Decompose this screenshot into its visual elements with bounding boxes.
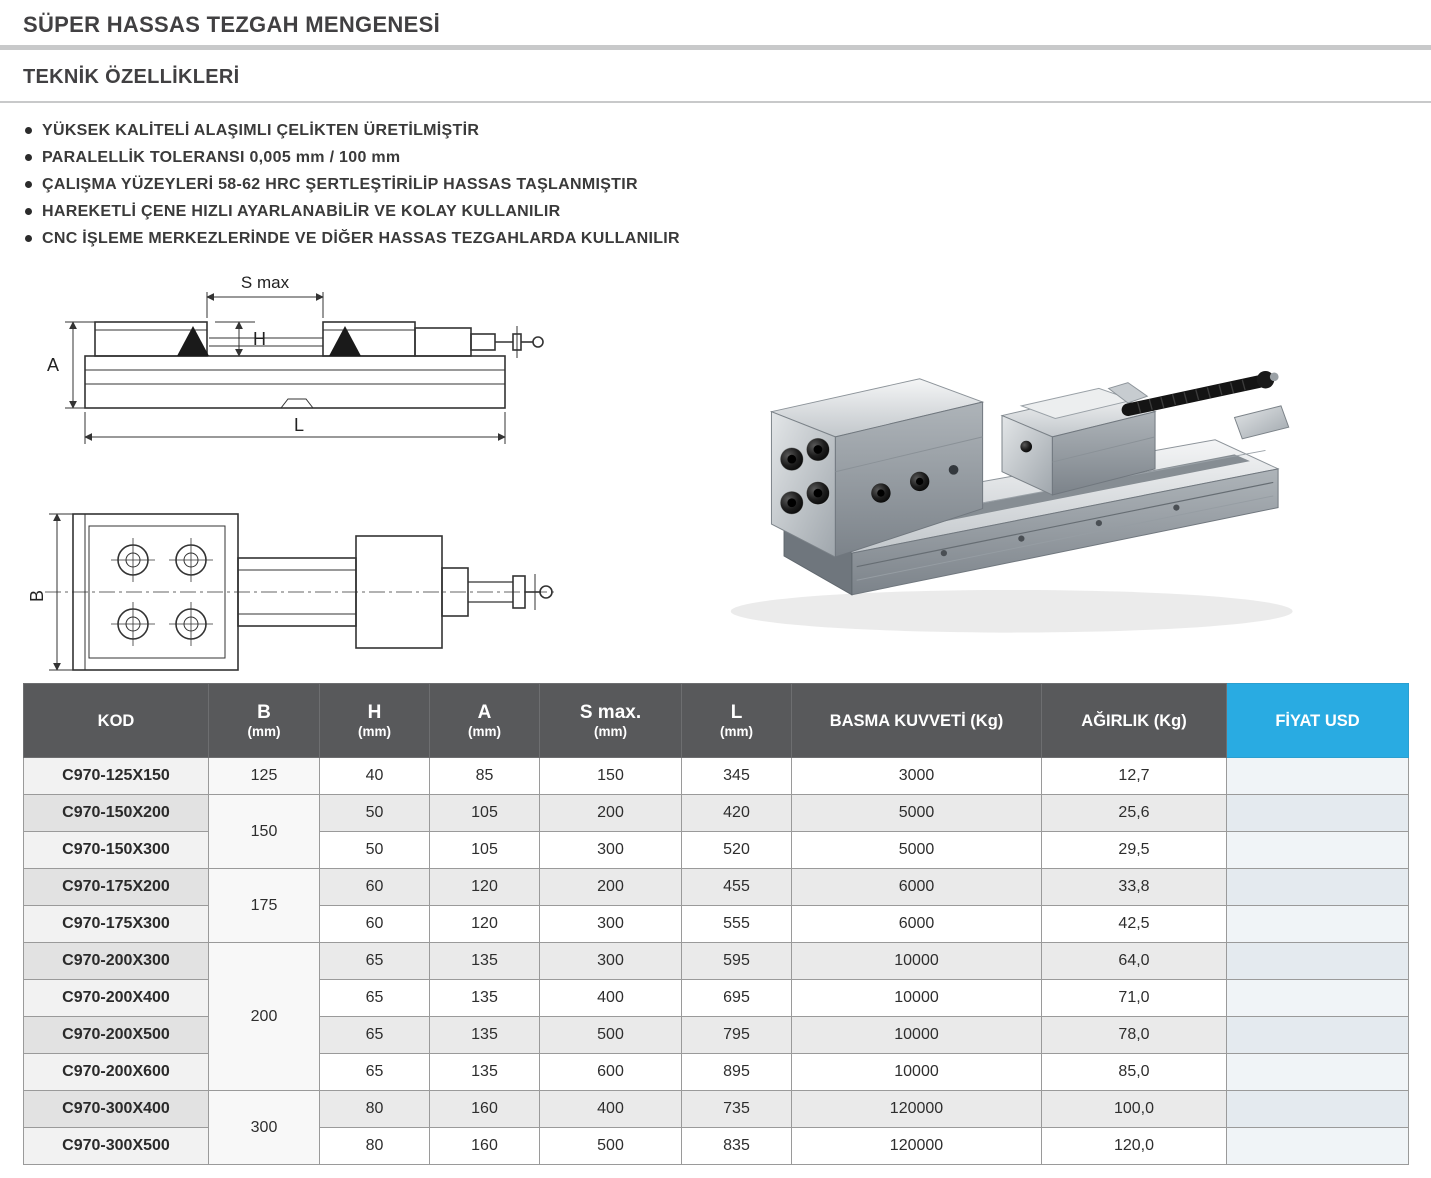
cell-basma-kuvveti: 3000 xyxy=(792,758,1042,795)
column-header: B (mm) xyxy=(209,684,320,758)
cell-basma-kuvveti: 120000 xyxy=(792,1091,1042,1128)
cell-b: 300 xyxy=(209,1091,320,1165)
cell-fiyat xyxy=(1227,943,1409,980)
cell-l: 420 xyxy=(682,795,792,832)
cell-a: 85 xyxy=(430,758,540,795)
feature-item: CNC İŞLEME MERKEZLERİNDE VE DİĞER HASSAS TEZGAHLARDA KULLANILIR xyxy=(42,229,1408,248)
cell-agirlik: 42,5 xyxy=(1042,906,1227,943)
table-row xyxy=(24,1091,1409,1128)
feature-item: HAREKETLİ ÇENE HIZLI AYARLANABİLİR VE KOLAY KULLANILIR xyxy=(42,202,1408,221)
cell-h: 65 xyxy=(320,1017,430,1054)
product-photo-area xyxy=(583,264,1421,660)
cell-basma-kuvveti: 6000 xyxy=(792,906,1042,943)
cell-h: 65 xyxy=(320,1054,430,1091)
column-header: L (mm) xyxy=(682,684,792,758)
cell-b: 125 xyxy=(209,758,320,795)
cell-basma-kuvveti: 10000 xyxy=(792,1054,1042,1091)
cell-fiyat xyxy=(1227,1128,1409,1165)
cell-agirlik: 25,6 xyxy=(1042,795,1227,832)
cell-kod: C970-200X400 xyxy=(24,980,209,1017)
cell-l: 695 xyxy=(682,980,792,1017)
cell-kod: C970-200X300 xyxy=(24,943,209,980)
technical-drawings xyxy=(23,264,583,682)
dim-label-h: H xyxy=(253,329,266,349)
side-view-drawing xyxy=(23,264,563,464)
cell-fiyat xyxy=(1227,832,1409,869)
spec-table xyxy=(23,683,1409,1165)
cell-a: 120 xyxy=(430,869,540,906)
cell-agirlik: 85,0 xyxy=(1042,1054,1227,1091)
cell-agirlik: 12,7 xyxy=(1042,758,1227,795)
cell-l: 345 xyxy=(682,758,792,795)
cell-l: 735 xyxy=(682,1091,792,1128)
cell-fiyat xyxy=(1227,980,1409,1017)
table-row xyxy=(24,795,1409,832)
cell-kod: C970-150X200 xyxy=(24,795,209,832)
cell-h: 50 xyxy=(320,832,430,869)
table-row xyxy=(24,943,1409,980)
cell-smax: 300 xyxy=(540,906,682,943)
page-title: SÜPER HASSAS TEZGAH MENGENESİ xyxy=(23,12,440,37)
column-header: S max. (mm) xyxy=(540,684,682,758)
media-row xyxy=(0,256,1431,671)
cell-a: 135 xyxy=(430,980,540,1017)
dim-label-smax: S max xyxy=(240,273,290,292)
column-header: AĞIRLIK (Kg) xyxy=(1042,684,1227,758)
column-header: A (mm) xyxy=(430,684,540,758)
cell-smax: 300 xyxy=(540,832,682,869)
cell-agirlik: 33,8 xyxy=(1042,869,1227,906)
cell-h: 50 xyxy=(320,795,430,832)
dim-label-a: A xyxy=(46,355,60,375)
cell-h: 60 xyxy=(320,869,430,906)
cell-a: 160 xyxy=(430,1128,540,1165)
dim-label-b: B xyxy=(27,589,47,603)
cell-smax: 600 xyxy=(540,1054,682,1091)
cell-a: 105 xyxy=(430,795,540,832)
cell-basma-kuvveti: 10000 xyxy=(792,980,1042,1017)
cell-fiyat xyxy=(1227,758,1409,795)
cell-b: 150 xyxy=(209,795,320,869)
top-view-drawing xyxy=(23,502,563,682)
dim-label-l: L xyxy=(293,415,305,435)
table-header-row xyxy=(24,684,1409,758)
feature-item: PARALELLİK TOLERANSI 0,005 mm / 100 mm xyxy=(42,148,1408,167)
table-row xyxy=(24,758,1409,795)
cell-agirlik: 71,0 xyxy=(1042,980,1227,1017)
cell-agirlik: 78,0 xyxy=(1042,1017,1227,1054)
cell-fiyat xyxy=(1227,1091,1409,1128)
cell-l: 555 xyxy=(682,906,792,943)
cell-l: 520 xyxy=(682,832,792,869)
cell-kod: C970-125X150 xyxy=(24,758,209,795)
cell-agirlik: 100,0 xyxy=(1042,1091,1227,1128)
cell-b: 175 xyxy=(209,869,320,943)
cell-fiyat xyxy=(1227,1054,1409,1091)
cell-l: 835 xyxy=(682,1128,792,1165)
cell-a: 135 xyxy=(430,943,540,980)
table-row xyxy=(24,869,1409,906)
cell-h: 80 xyxy=(320,1091,430,1128)
cell-kod: C970-150X300 xyxy=(24,832,209,869)
feature-item: ÇALIŞMA YÜZEYLERİ 58-62 HRC ŞERTLEŞTİRİLİP HASSAS TAŞLANMIŞTIR xyxy=(42,175,1408,194)
cell-a: 120 xyxy=(430,906,540,943)
cell-l: 895 xyxy=(682,1054,792,1091)
cell-h: 40 xyxy=(320,758,430,795)
cell-basma-kuvveti: 5000 xyxy=(792,832,1042,869)
column-header: BASMA KUVVETİ (Kg) xyxy=(792,684,1042,758)
cell-agirlik: 29,5 xyxy=(1042,832,1227,869)
section-title: TEKNİK ÖZELLİKLERİ xyxy=(23,66,240,88)
cell-smax: 150 xyxy=(540,758,682,795)
cell-basma-kuvveti: 6000 xyxy=(792,869,1042,906)
cell-fiyat xyxy=(1227,906,1409,943)
cell-a: 135 xyxy=(430,1054,540,1091)
cell-a: 160 xyxy=(430,1091,540,1128)
cell-kod: C970-175X300 xyxy=(24,906,209,943)
cell-l: 455 xyxy=(682,869,792,906)
cell-smax: 400 xyxy=(540,980,682,1017)
cell-agirlik: 64,0 xyxy=(1042,943,1227,980)
cell-a: 135 xyxy=(430,1017,540,1054)
cell-l: 795 xyxy=(682,1017,792,1054)
column-header: H (mm) xyxy=(320,684,430,758)
cell-agirlik: 120,0 xyxy=(1042,1128,1227,1165)
cell-h: 65 xyxy=(320,943,430,980)
product-photo xyxy=(692,268,1312,660)
cell-smax: 500 xyxy=(540,1128,682,1165)
column-header: FİYAT USD xyxy=(1227,684,1409,758)
cell-smax: 200 xyxy=(540,795,682,832)
cell-basma-kuvveti: 5000 xyxy=(792,795,1042,832)
cell-b: 200 xyxy=(209,943,320,1091)
cell-fiyat xyxy=(1227,869,1409,906)
cell-smax: 400 xyxy=(540,1091,682,1128)
table-body xyxy=(24,758,1409,1165)
cell-h: 80 xyxy=(320,1128,430,1165)
cell-basma-kuvveti: 10000 xyxy=(792,943,1042,980)
feature-list xyxy=(0,103,1431,248)
cell-kod: C970-300X500 xyxy=(24,1128,209,1165)
cell-fiyat xyxy=(1227,1017,1409,1054)
cell-smax: 500 xyxy=(540,1017,682,1054)
cell-kod: C970-200X500 xyxy=(24,1017,209,1054)
cell-kod: C970-300X400 xyxy=(24,1091,209,1128)
column-header: KOD xyxy=(24,684,209,758)
cell-basma-kuvveti: 120000 xyxy=(792,1128,1042,1165)
cell-h: 60 xyxy=(320,906,430,943)
feature-item: YÜKSEK KALİTELİ ALAŞIMLI ÇELİKTEN ÜRETİLMİŞTİR xyxy=(42,121,1408,140)
cell-a: 105 xyxy=(430,832,540,869)
cell-kod: C970-200X600 xyxy=(24,1054,209,1091)
cell-l: 595 xyxy=(682,943,792,980)
cell-kod: C970-175X200 xyxy=(24,869,209,906)
cell-h: 65 xyxy=(320,980,430,1017)
cell-fiyat xyxy=(1227,795,1409,832)
cell-smax: 300 xyxy=(540,943,682,980)
cell-basma-kuvveti: 10000 xyxy=(792,1017,1042,1054)
cell-smax: 200 xyxy=(540,869,682,906)
